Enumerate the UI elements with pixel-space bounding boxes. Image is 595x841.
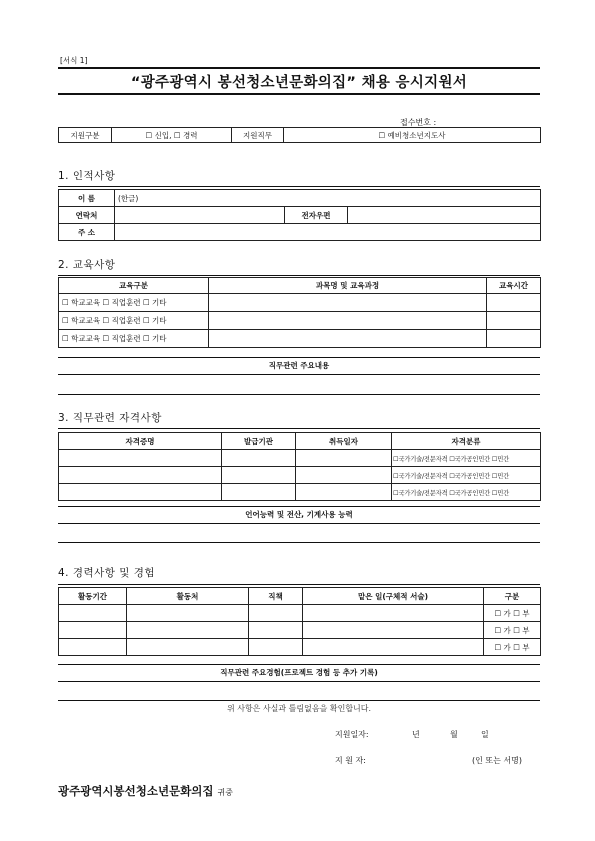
table-row bbox=[59, 467, 541, 484]
cert-class-options[interactable]: ☐국가기술/전문자격 ☐국가공인민간 ☐민간 bbox=[392, 484, 541, 501]
language-skill-bar: 언어능력 및 전산, 기계사용 능력 bbox=[58, 506, 540, 524]
cert-header-name: 자격증명 bbox=[59, 433, 222, 450]
career-org-cell[interactable] bbox=[127, 605, 249, 622]
career-role-cell[interactable] bbox=[249, 639, 303, 656]
career-org-cell[interactable] bbox=[127, 622, 249, 639]
receipt-number-label: 접수번호 : bbox=[400, 118, 437, 127]
cert-class-options[interactable]: ☐국가기술/전문자격 ☐국가공인민간 ☐민간 bbox=[392, 450, 541, 467]
table-row bbox=[59, 605, 541, 622]
edu-duty-field[interactable] bbox=[58, 375, 540, 395]
edu-course-cell[interactable] bbox=[209, 330, 487, 348]
career-kind-options[interactable]: ☐ 가 ☐ 부 bbox=[484, 639, 541, 656]
section1-rule bbox=[58, 186, 540, 187]
certificate-table bbox=[58, 432, 541, 501]
cert-header-date: 취득일자 bbox=[296, 433, 392, 450]
cert-issuer-cell[interactable] bbox=[222, 467, 296, 484]
career-period-cell[interactable] bbox=[59, 605, 127, 622]
section1-title: 1. 인적사항 bbox=[58, 170, 116, 182]
table-row bbox=[59, 312, 541, 330]
section2-rule bbox=[58, 275, 540, 276]
cert-date-cell[interactable] bbox=[296, 484, 392, 501]
edu-type-options[interactable]: ☐ 학교교육 ☐ 직업훈련 ☐ 기타 bbox=[59, 330, 209, 348]
section3-title: 3. 직무관련 자격사항 bbox=[58, 412, 162, 424]
apply-job-label: 지원직무 bbox=[232, 128, 284, 143]
career-header-duty: 맡은 일(구체적 서술) bbox=[303, 588, 484, 605]
cert-header-class: 자격분류 bbox=[392, 433, 541, 450]
page-title: “광주광역시 봉선청소년문화의집” 채용 응시지원서 bbox=[130, 75, 468, 91]
career-kind-options[interactable]: ☐ 가 ☐ 부 bbox=[484, 605, 541, 622]
apply-type-options[interactable]: ☐ 신입, ☐ 경력 bbox=[112, 128, 232, 143]
cert-name-cell[interactable] bbox=[59, 467, 222, 484]
career-duty-cell[interactable] bbox=[303, 605, 484, 622]
footer-org-name: 광주광역시봉선청소년문화의집 bbox=[58, 784, 214, 798]
career-table bbox=[58, 587, 541, 656]
apply-date-label: 지원일자: bbox=[335, 730, 369, 739]
edu-header-hours: 교육시간 bbox=[487, 278, 541, 294]
confirm-statement: 위 사항은 사실과 틀림없음을 확인합니다. bbox=[226, 704, 372, 713]
email-label: 전자우편 bbox=[285, 207, 348, 224]
table-row bbox=[59, 294, 541, 312]
edu-hours-cell[interactable] bbox=[487, 330, 541, 348]
career-period-cell[interactable] bbox=[59, 639, 127, 656]
career-header-org: 활동처 bbox=[127, 588, 249, 605]
edu-hours-cell[interactable] bbox=[487, 294, 541, 312]
top-rule bbox=[58, 67, 540, 69]
section4-rule bbox=[58, 584, 540, 585]
career-duty-cell[interactable] bbox=[303, 622, 484, 639]
cert-date-cell[interactable] bbox=[296, 467, 392, 484]
cert-class-options[interactable]: ☐국가기술/전문자격 ☐국가공인민간 ☐민간 bbox=[392, 467, 541, 484]
title-rule bbox=[58, 93, 540, 95]
date-year-label: 년 bbox=[412, 730, 420, 739]
edu-type-options[interactable]: ☐ 학교교육 ☐ 직업훈련 ☐ 기타 bbox=[59, 294, 209, 312]
cert-header-issuer: 발급기관 bbox=[222, 433, 296, 450]
address-label: 주 소 bbox=[59, 224, 115, 241]
career-experience-field[interactable] bbox=[58, 682, 540, 701]
section3-rule bbox=[58, 428, 540, 429]
footer-organization bbox=[58, 783, 233, 799]
career-duty-cell[interactable] bbox=[303, 639, 484, 656]
career-role-cell[interactable] bbox=[249, 622, 303, 639]
table-row bbox=[59, 622, 541, 639]
name-hint: (한글) bbox=[118, 193, 139, 203]
applicant-label: 지 원 자: bbox=[335, 756, 366, 765]
form-number: [서식 1] bbox=[60, 56, 88, 65]
section2-title: 2. 교육사항 bbox=[58, 259, 116, 271]
table-row bbox=[59, 450, 541, 467]
address-field[interactable] bbox=[115, 224, 541, 241]
cert-date-cell[interactable] bbox=[296, 450, 392, 467]
edu-course-cell[interactable] bbox=[209, 312, 487, 330]
name-field[interactable] bbox=[115, 190, 541, 207]
contact-field[interactable] bbox=[115, 207, 285, 224]
apply-type-label: 지원구분 bbox=[59, 128, 112, 143]
career-period-cell[interactable] bbox=[59, 622, 127, 639]
name-label: 이 름 bbox=[59, 190, 115, 207]
cert-name-cell[interactable] bbox=[59, 450, 222, 467]
table-row bbox=[59, 330, 541, 348]
career-header-period: 활동기간 bbox=[59, 588, 127, 605]
footer-to: 귀중 bbox=[217, 788, 233, 797]
career-experience-bar: 직무관련 주요경험(프로젝트 경험 등 추가 기록) bbox=[58, 664, 540, 682]
edu-header-type: 교육구분 bbox=[59, 278, 209, 294]
email-field[interactable] bbox=[348, 207, 541, 224]
date-month-label: 월 bbox=[450, 730, 458, 739]
edu-duty-bar: 직무관련 주요내용 bbox=[58, 357, 540, 375]
career-header-kind: 구분 bbox=[484, 588, 541, 605]
career-role-cell[interactable] bbox=[249, 605, 303, 622]
career-org-cell[interactable] bbox=[127, 639, 249, 656]
career-header-role: 직책 bbox=[249, 588, 303, 605]
personal-info-table bbox=[58, 189, 541, 241]
section4-title: 4. 경력사항 및 경험 bbox=[58, 567, 156, 579]
apply-job-options[interactable]: ☐ 예비청소년지도사 bbox=[284, 128, 541, 143]
edu-header-course: 과목명 및 교육과정 bbox=[209, 278, 487, 294]
edu-hours-cell[interactable] bbox=[487, 312, 541, 330]
seal-label: (인 또는 서명) bbox=[472, 756, 522, 765]
education-table bbox=[58, 277, 541, 348]
date-day-label: 일 bbox=[481, 730, 489, 739]
table-row bbox=[59, 484, 541, 501]
edu-type-options[interactable]: ☐ 학교교육 ☐ 직업훈련 ☐ 기타 bbox=[59, 312, 209, 330]
cert-issuer-cell[interactable] bbox=[222, 450, 296, 467]
apply-type-table bbox=[58, 127, 541, 143]
contact-label: 연락처 bbox=[59, 207, 115, 224]
career-kind-options[interactable]: ☐ 가 ☐ 부 bbox=[484, 622, 541, 639]
language-skill-field[interactable] bbox=[58, 524, 540, 543]
edu-course-cell[interactable] bbox=[209, 294, 487, 312]
cert-issuer-cell[interactable] bbox=[222, 484, 296, 501]
cert-name-cell[interactable] bbox=[59, 484, 222, 501]
table-row bbox=[59, 639, 541, 656]
